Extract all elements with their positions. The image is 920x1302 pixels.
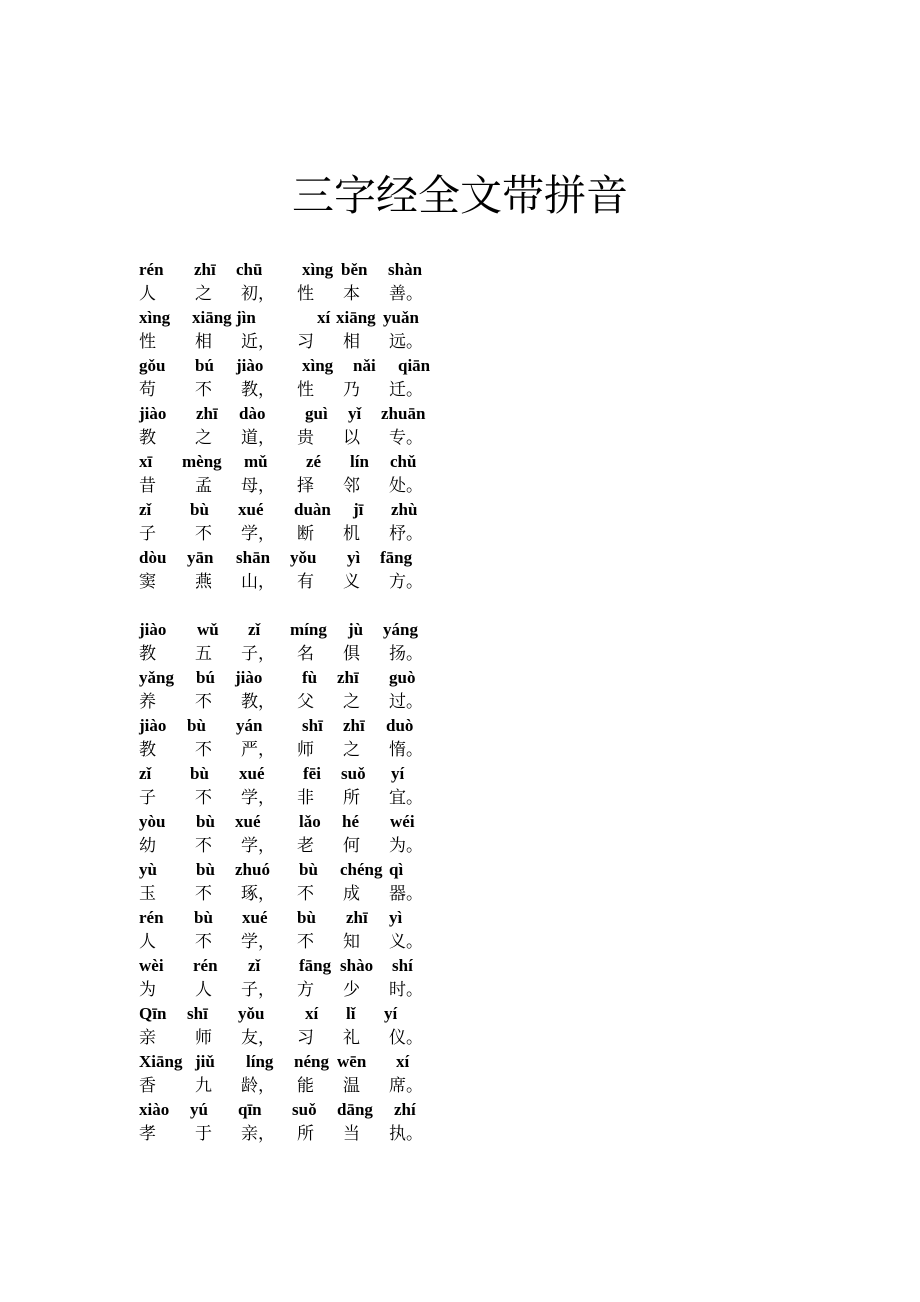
pinyin-syllable: suǒ (341, 764, 366, 783)
pinyin-syllable: yí (391, 764, 405, 783)
hanzi-line (0, 882, 920, 906)
hanzi-character: 龄， (241, 1076, 275, 1096)
pinyin-line (0, 402, 920, 426)
hanzi-character: 不 (195, 740, 212, 760)
hanzi-character: 席。 (389, 1076, 423, 1096)
hanzi-character: 贵 (297, 428, 314, 448)
pinyin-syllable: wèi (139, 956, 164, 975)
pinyin-line (0, 714, 920, 738)
hanzi-line (0, 474, 920, 498)
hanzi-character: 老 (297, 836, 314, 856)
pinyin-syllable: fù (302, 668, 318, 687)
hanzi-character: 子， (241, 980, 275, 1000)
pinyin-syllable: bú (196, 668, 215, 687)
pinyin-syllable: Qīn (139, 1004, 167, 1023)
hanzi-character: 性 (297, 284, 314, 304)
hanzi-character: 子 (139, 788, 156, 808)
pinyin-syllable: rén (139, 260, 164, 279)
hanzi-character: 过。 (389, 692, 423, 712)
hanzi-line (0, 978, 920, 1002)
hanzi-character: 非 (297, 788, 314, 808)
hanzi-character: 母， (241, 476, 275, 496)
hanzi-character: 不 (297, 932, 314, 952)
hanzi-character: 方。 (389, 572, 423, 592)
pinyin-syllable: lǎo (299, 812, 321, 831)
pinyin-syllable: xī (139, 452, 153, 471)
hanzi-character: 扬。 (389, 644, 423, 664)
hanzi-character: 子， (241, 644, 275, 664)
pinyin-syllable: jiǔ (195, 1052, 215, 1071)
hanzi-character: 香 (139, 1076, 156, 1096)
pinyin-syllable: xìng (302, 356, 334, 375)
hanzi-character: 于 (195, 1124, 212, 1144)
pinyin-line (0, 1050, 920, 1074)
pinyin-syllable: qì (389, 860, 404, 879)
hanzi-character: 相 (195, 332, 212, 352)
pinyin-syllable: yì (389, 908, 403, 927)
pinyin-line (0, 546, 920, 570)
pinyin-syllable: fēi (303, 764, 321, 783)
pinyin-line (0, 1098, 920, 1122)
pinyin-syllable: néng (294, 1052, 329, 1071)
hanzi-character: 杼。 (389, 524, 423, 544)
pinyin-syllable: suǒ (292, 1100, 317, 1119)
pinyin-line (0, 618, 920, 642)
pinyin-syllable: jìn (236, 308, 256, 327)
hanzi-character: 人 (139, 284, 156, 304)
pinyin-syllable: líng (246, 1052, 274, 1071)
hanzi-character: 学， (241, 788, 275, 808)
pinyin-syllable: yáng (383, 620, 418, 639)
hanzi-character: 父 (297, 692, 314, 712)
hanzi-character: 断 (297, 524, 314, 544)
pinyin-syllable: dòu (139, 548, 167, 567)
pinyin-syllable: jiào (139, 404, 167, 423)
hanzi-character: 师 (195, 1028, 212, 1048)
hanzi-character: 本 (343, 284, 360, 304)
hanzi-character: 性 (297, 380, 314, 400)
pinyin-syllable: yuǎn (383, 308, 419, 327)
hanzi-character: 习 (297, 1028, 314, 1048)
hanzi-line (0, 1026, 920, 1050)
pinyin-syllable: zhī (346, 908, 368, 927)
pinyin-syllable: lín (350, 452, 369, 471)
pinyin-syllable: qīn (238, 1100, 262, 1119)
hanzi-character: 时。 (389, 980, 423, 1000)
document-title: 三字经全文带拼音 (291, 171, 628, 220)
pinyin-syllable: zhī (196, 404, 218, 423)
hanzi-line (0, 426, 920, 450)
pinyin-syllable: yí (384, 1004, 398, 1023)
hanzi-character: 窦 (139, 572, 156, 592)
pinyin-syllable: bù (196, 860, 215, 879)
hanzi-character: 温 (343, 1076, 360, 1096)
hanzi-character: 教， (241, 692, 275, 712)
hanzi-character: 近， (241, 332, 275, 352)
pinyin-line (0, 666, 920, 690)
pinyin-syllable: wēn (337, 1052, 367, 1071)
pinyin-syllable: zǐ (248, 956, 261, 975)
hanzi-character: 道， (241, 428, 275, 448)
pinyin-syllable: duò (386, 716, 414, 735)
pinyin-syllable: zǐ (139, 500, 152, 519)
pinyin-syllable: shí (392, 956, 413, 975)
hanzi-character: 燕 (195, 572, 212, 592)
pinyin-syllable: fāng (299, 956, 332, 975)
hanzi-character: 善。 (389, 284, 423, 304)
pinyin-syllable: xué (238, 500, 264, 519)
hanzi-character: 专。 (389, 428, 423, 448)
hanzi-line (0, 834, 920, 858)
hanzi-character: 之 (343, 692, 360, 712)
pinyin-syllable: shī (187, 1004, 208, 1023)
pinyin-line (0, 450, 920, 474)
pinyin-syllable: zǐ (248, 620, 261, 639)
hanzi-line (0, 378, 920, 402)
hanzi-character: 孟 (195, 476, 212, 496)
hanzi-character: 远。 (389, 332, 423, 352)
pinyin-syllable: běn (341, 260, 368, 279)
hanzi-character: 教， (241, 380, 275, 400)
hanzi-character: 成 (343, 884, 360, 904)
pinyin-syllable: bù (297, 908, 316, 927)
hanzi-character: 昔 (139, 476, 156, 496)
hanzi-character: 邻 (343, 476, 360, 496)
hanzi-character: 不 (297, 884, 314, 904)
pinyin-syllable: yòu (139, 812, 166, 831)
pinyin-syllable: gǒu (139, 356, 166, 375)
hanzi-character: 不 (195, 380, 212, 400)
hanzi-character: 教 (139, 740, 156, 760)
pinyin-syllable: zhù (391, 500, 418, 519)
hanzi-character: 执。 (389, 1124, 423, 1144)
pinyin-syllable: yǒu (290, 548, 317, 567)
hanzi-character: 处。 (389, 476, 423, 496)
hanzi-character: 之 (343, 740, 360, 760)
hanzi-character: 之 (195, 284, 212, 304)
hanzi-line (0, 786, 920, 810)
hanzi-character: 不 (195, 788, 212, 808)
pinyin-line (0, 858, 920, 882)
pinyin-syllable: chǔ (390, 452, 417, 471)
hanzi-character: 义。 (389, 932, 423, 952)
pinyin-line (0, 306, 920, 330)
pinyin-syllable: bù (194, 908, 213, 927)
pinyin-syllable: bù (190, 764, 209, 783)
pinyin-syllable: zhī (343, 716, 365, 735)
hanzi-character: 不 (195, 884, 212, 904)
pinyin-syllable: yǒu (238, 1004, 265, 1023)
hanzi-character: 方 (297, 980, 314, 1000)
hanzi-character: 何 (343, 836, 360, 856)
hanzi-line (0, 1122, 920, 1146)
pinyin-syllable: rén (193, 956, 218, 975)
hanzi-character: 学， (241, 932, 275, 952)
hanzi-character: 之 (195, 428, 212, 448)
pinyin-syllable: mǔ (244, 452, 268, 471)
hanzi-character: 为。 (389, 836, 423, 856)
hanzi-character: 以 (343, 428, 360, 448)
hanzi-character: 为 (139, 980, 156, 1000)
pinyin-syllable: jiào (236, 356, 264, 375)
hanzi-character: 知 (343, 932, 360, 952)
hanzi-character: 师 (297, 740, 314, 760)
pinyin-syllable: dāng (337, 1100, 373, 1119)
pinyin-syllable: zé (306, 452, 322, 471)
pinyin-syllable: xí (317, 308, 331, 327)
pinyin-syllable: xué (242, 908, 268, 927)
pinyin-syllable: xí (305, 1004, 319, 1023)
hanzi-line (0, 642, 920, 666)
pinyin-syllable: xué (239, 764, 265, 783)
pinyin-syllable: rén (139, 908, 164, 927)
pinyin-syllable: yù (139, 860, 157, 879)
hanzi-character: 人 (195, 980, 212, 1000)
pinyin-syllable: jiào (235, 668, 263, 687)
pinyin-syllable: guò (389, 668, 416, 687)
hanzi-character: 子 (139, 524, 156, 544)
hanzi-line (0, 930, 920, 954)
pinyin-syllable: jī (353, 500, 364, 519)
pinyin-line (0, 354, 920, 378)
hanzi-character: 性 (139, 332, 156, 352)
hanzi-line (0, 690, 920, 714)
hanzi-character: 琢， (241, 884, 275, 904)
pinyin-syllable: yán (236, 716, 263, 735)
hanzi-character: 幼 (139, 836, 156, 856)
pinyin-syllable: Xiāng (139, 1052, 183, 1071)
pinyin-syllable: wǔ (197, 620, 219, 639)
hanzi-character: 玉 (139, 884, 156, 904)
pinyin-line (0, 906, 920, 930)
pinyin-syllable: mèng (182, 452, 222, 471)
hanzi-character: 义 (343, 572, 360, 592)
hanzi-character: 不 (195, 836, 212, 856)
hanzi-character: 惰。 (389, 740, 423, 760)
pinyin-line (0, 1002, 920, 1026)
pinyin-syllable: fāng (380, 548, 413, 567)
pinyin-syllable: bù (190, 500, 209, 519)
hanzi-line (0, 570, 920, 594)
pinyin-syllable: jù (348, 620, 364, 639)
pinyin-syllable: shī (302, 716, 323, 735)
pinyin-syllable: bù (187, 716, 206, 735)
pinyin-syllable: zhī (194, 260, 216, 279)
pinyin-line (0, 258, 920, 282)
pinyin-syllable: míng (290, 620, 327, 639)
pinyin-syllable: xí (396, 1052, 410, 1071)
hanzi-character: 不 (195, 524, 212, 544)
pinyin-syllable: shàn (388, 260, 423, 279)
pinyin-syllable: jiào (139, 716, 167, 735)
hanzi-line (0, 282, 920, 306)
hanzi-character: 学， (241, 524, 275, 544)
hanzi-character: 名 (297, 644, 314, 664)
pinyin-syllable: zhī (337, 668, 359, 687)
hanzi-character: 孝 (139, 1124, 156, 1144)
hanzi-character: 仪。 (389, 1028, 423, 1048)
pinyin-syllable: xìng (139, 308, 171, 327)
pinyin-syllable: duàn (294, 500, 331, 519)
pinyin-syllable: bù (299, 860, 318, 879)
pinyin-syllable: bù (196, 812, 215, 831)
pinyin-syllable: bú (195, 356, 214, 375)
pinyin-line (0, 762, 920, 786)
pinyin-syllable: yǐ (348, 404, 362, 423)
hanzi-character: 亲 (139, 1028, 156, 1048)
pinyin-syllable: zhuó (235, 860, 270, 879)
hanzi-character: 礼 (343, 1028, 360, 1048)
hanzi-character: 所 (297, 1124, 314, 1144)
hanzi-character: 教 (139, 428, 156, 448)
hanzi-character: 人 (139, 932, 156, 952)
hanzi-character: 九 (195, 1076, 212, 1096)
hanzi-character: 宜。 (389, 788, 423, 808)
pinyin-line (0, 498, 920, 522)
hanzi-character: 不 (195, 692, 212, 712)
pinyin-syllable: hé (342, 812, 359, 831)
pinyin-syllable: chū (236, 260, 263, 279)
hanzi-character: 俱 (343, 644, 360, 664)
pinyin-syllable: qiān (398, 356, 431, 375)
pinyin-syllable: shān (236, 548, 271, 567)
pinyin-syllable: zhuān (381, 404, 426, 423)
hanzi-line (0, 522, 920, 546)
pinyin-line (0, 954, 920, 978)
hanzi-line (0, 738, 920, 762)
hanzi-character: 迁。 (389, 380, 423, 400)
pinyin-syllable: yú (190, 1100, 208, 1119)
pinyin-syllable: xìng (302, 260, 334, 279)
hanzi-character: 友， (241, 1028, 275, 1048)
hanzi-character: 机 (343, 524, 360, 544)
hanzi-character: 教 (139, 644, 156, 664)
hanzi-character: 所 (343, 788, 360, 808)
hanzi-character: 择 (297, 476, 314, 496)
hanzi-character: 当 (343, 1124, 360, 1144)
hanzi-line (0, 330, 920, 354)
hanzi-line (0, 1074, 920, 1098)
pinyin-syllable: yān (187, 548, 214, 567)
hanzi-character: 初， (241, 284, 275, 304)
pinyin-syllable: dào (239, 404, 266, 423)
pinyin-syllable: zǐ (139, 764, 152, 783)
pinyin-syllable: nǎi (353, 356, 376, 375)
pinyin-syllable: xiāng (192, 308, 232, 327)
hanzi-character: 五 (195, 644, 212, 664)
hanzi-character: 苟 (139, 380, 156, 400)
hanzi-character: 养 (139, 692, 156, 712)
hanzi-character: 习 (297, 332, 314, 352)
hanzi-character: 山， (241, 572, 275, 592)
hanzi-character: 不 (195, 932, 212, 952)
pinyin-syllable: chéng (340, 860, 383, 879)
hanzi-character: 能 (297, 1076, 314, 1096)
pinyin-syllable: lǐ (346, 1004, 356, 1023)
hanzi-character: 器。 (389, 884, 423, 904)
pinyin-syllable: shào (340, 956, 374, 975)
pinyin-syllable: wéi (390, 812, 415, 831)
hanzi-character: 有 (297, 572, 314, 592)
hanzi-character: 乃 (343, 380, 360, 400)
hanzi-character: 严， (241, 740, 275, 760)
hanzi-character: 亲， (241, 1124, 275, 1144)
pinyin-syllable: yǎng (139, 668, 174, 687)
pinyin-syllable: xiāng (336, 308, 376, 327)
hanzi-character: 相 (343, 332, 360, 352)
pinyin-syllable: guì (305, 404, 328, 423)
hanzi-character: 学， (241, 836, 275, 856)
pinyin-syllable: zhí (394, 1100, 416, 1119)
hanzi-character: 少 (343, 980, 360, 1000)
pinyin-syllable: yì (347, 548, 361, 567)
pinyin-syllable: jiào (139, 620, 167, 639)
pinyin-syllable: xué (235, 812, 261, 831)
pinyin-syllable: xiào (139, 1100, 170, 1119)
pinyin-line (0, 810, 920, 834)
